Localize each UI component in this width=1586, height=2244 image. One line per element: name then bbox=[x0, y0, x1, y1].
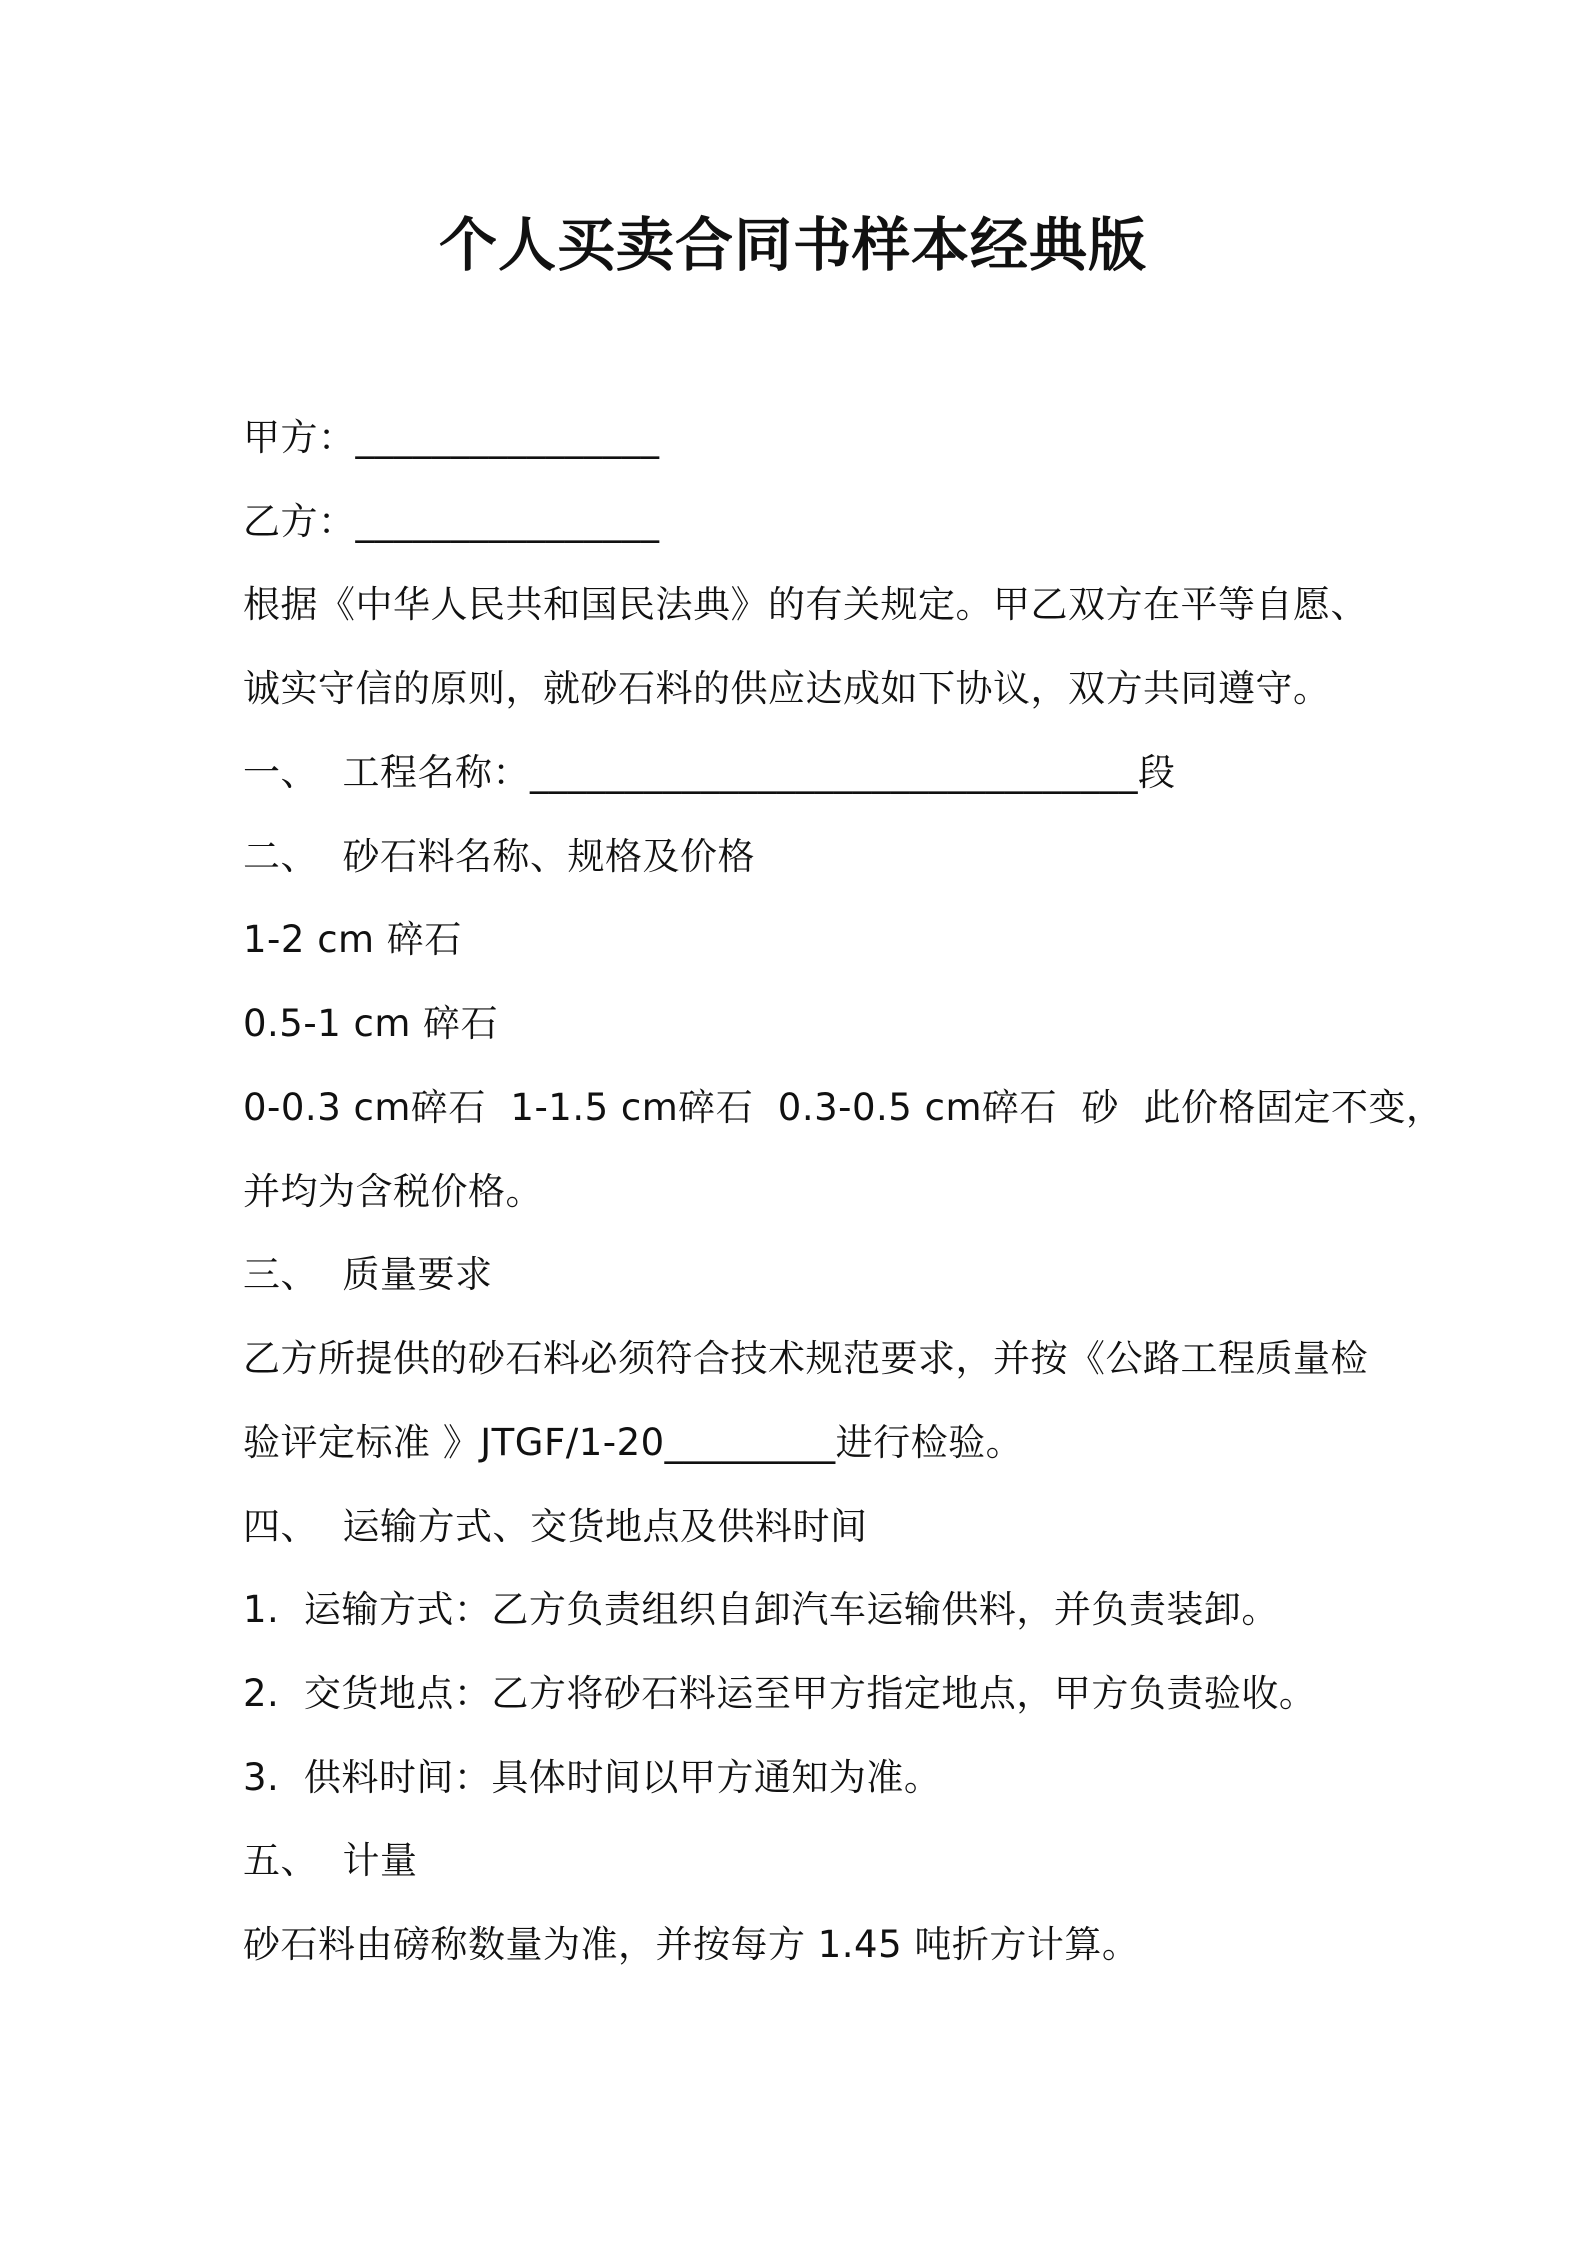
price-note-line: 并均为含税价格。 bbox=[243, 1170, 543, 1213]
intro-paragraph-line-2: 诚实守信的原则，就砂石料的供应达成如下协议，双方共同遵守。 bbox=[243, 667, 1331, 710]
spec-item-1: 1-2 cm 碎石 bbox=[243, 918, 462, 961]
intro-paragraph-line-1: 根据《中华人民共和国民法典》的有关规定。甲乙双方在平等自愿、 bbox=[243, 583, 1368, 626]
section-4-heading: 四、 运输方式、交货地点及供料时间 bbox=[243, 1505, 868, 1548]
quality-paragraph-line-1: 乙方所提供的砂石料必须符合技术规范要求，并按《公路工程质量检 bbox=[243, 1337, 1368, 1380]
spec-list-line: 0-0.3 cm碎石 1-1.5 cm碎石 0.3-0.5 cm碎石 砂 此价格固定不变， bbox=[243, 1086, 1444, 1129]
transport-item-1: 1. 运输方式：乙方负责组织自卸汽车运输供料，并负责装卸。 bbox=[243, 1588, 1279, 1631]
party-b-line: 乙方：________________ bbox=[243, 500, 660, 543]
section-2-heading: 二、 砂石料名称、规格及价格 bbox=[243, 835, 756, 878]
document-title: 个人买卖合同书样本经典版 bbox=[438, 211, 1147, 279]
section-3-heading: 三、 质量要求 bbox=[243, 1253, 493, 1296]
transport-item-3: 3. 供料时间：具体时间以甲方通知为准。 bbox=[243, 1756, 942, 1799]
measurement-paragraph: 砂石料由磅称数量为准，并按每方 1.45 吨折方计算。 bbox=[243, 1923, 1140, 1966]
party-a-line: 甲方：________________ bbox=[243, 416, 660, 459]
spec-item-2: 0.5-1 cm 碎石 bbox=[243, 1002, 499, 1045]
section-5-heading: 五、 计量 bbox=[243, 1839, 418, 1882]
transport-item-2: 2. 交货地点：乙方将砂石料运至甲方指定地点，甲方负责验收。 bbox=[243, 1672, 1317, 1715]
section-1-heading: 一、 工程名称：________________________________段 bbox=[243, 751, 1176, 794]
quality-paragraph-line-2: 验评定标准 》JTGF/1-20_________进行检验。 bbox=[243, 1421, 1024, 1464]
